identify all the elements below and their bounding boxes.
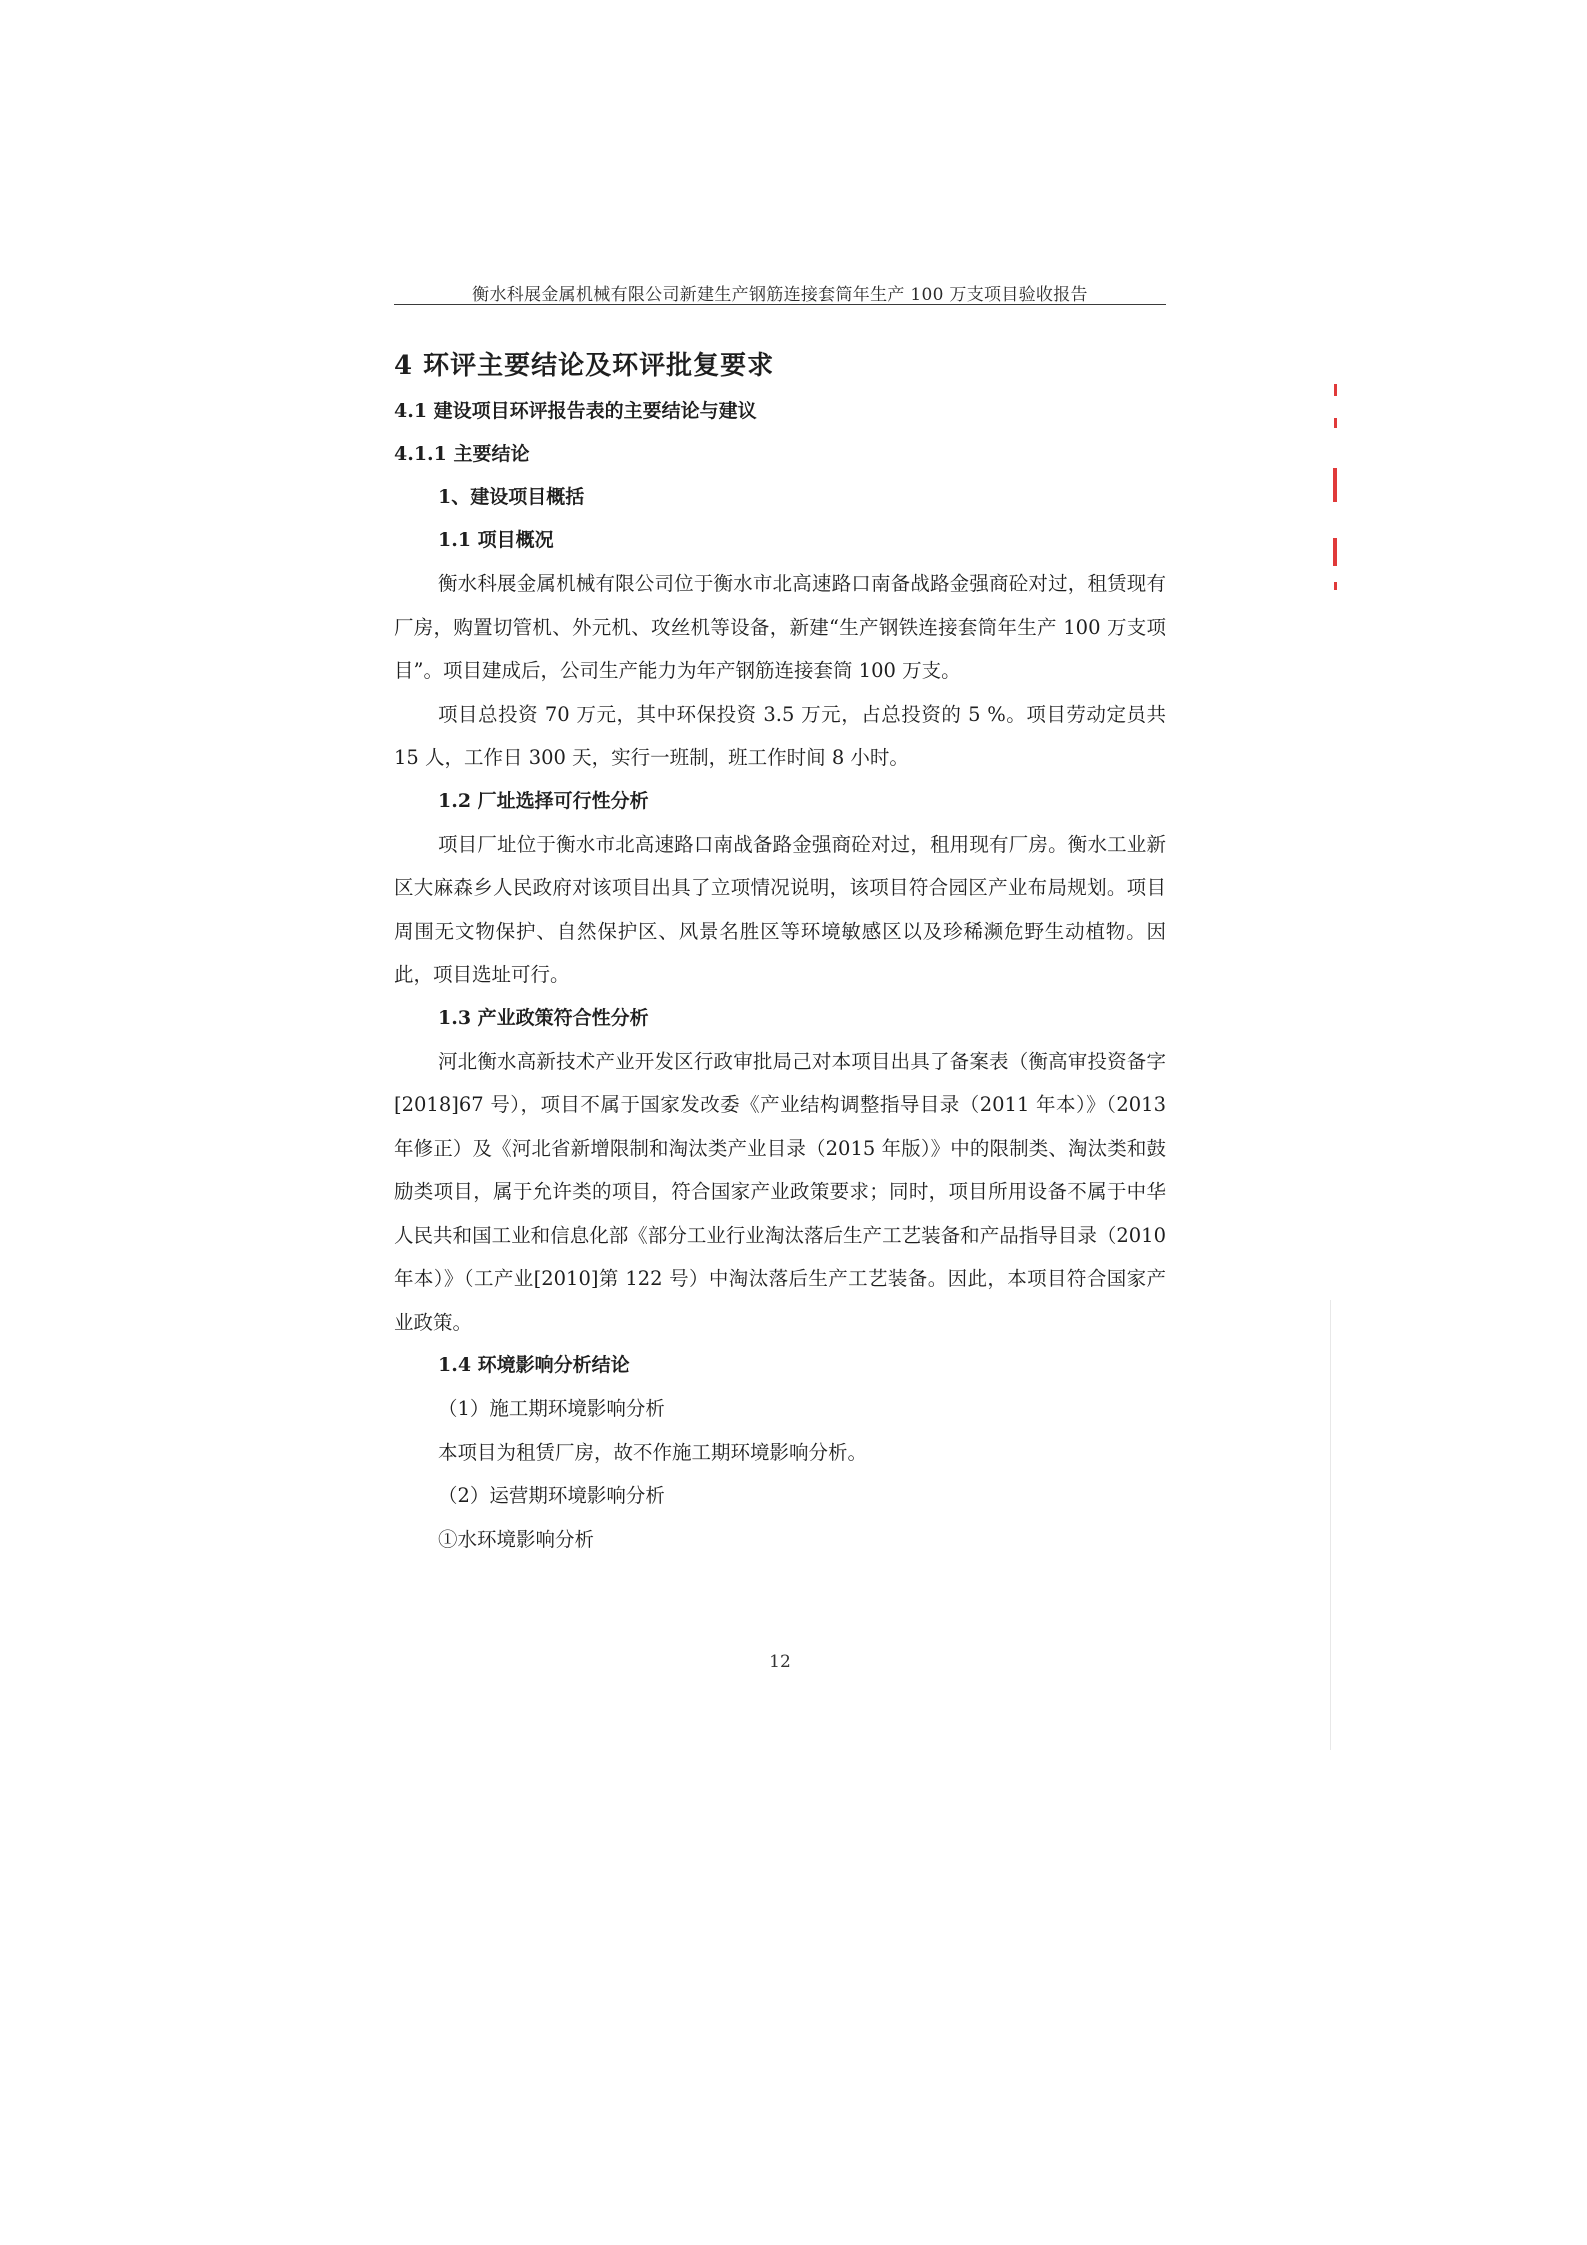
scan-mark xyxy=(1334,582,1337,590)
running-header: 衡水科展金属机械有限公司新建生产钢筋连接套筒年生产 100 万支项目验收报告 xyxy=(472,285,1088,305)
part-title: 1、建设项目概括 xyxy=(438,486,585,508)
scan-edge-line xyxy=(1330,1300,1331,1750)
subsection-title: 4.1 建设项目环评报告表的主要结论与建议 xyxy=(394,400,757,422)
scan-mark xyxy=(1334,418,1337,428)
subsubsection-title: 4.1.1 主要结论 xyxy=(394,443,530,465)
paragraph-1-1-b: 项目总投资 70 万元，其中环保投资 3.5 万元，占总投资的 5 %。项目劳动定员共 15 人，工作日 300 天，实行一班制，班工作时间 8 小时。 xyxy=(394,702,1166,769)
page-body xyxy=(394,342,1166,1561)
heading-construction-impact: （1）施工期环境影响分析 xyxy=(438,1397,665,1420)
heading-1-1: 1.1 项目概况 xyxy=(438,529,554,551)
paragraph-1-1-a: 衡水科展金属机械有限公司位于衡水市北高速路口南备战路金强商砼对过，租赁现有厂房，购置切管机、外元机、攻丝机等设备，新建“生产钢铁连接套筒年生产 100 万支项目”。项目建成后，公司生产能力为年产钢筋连接套筒 100 万支。 xyxy=(394,572,1166,682)
scan-mark xyxy=(1333,538,1337,566)
heading-1-3: 1.3 产业政策符合性分析 xyxy=(438,1006,649,1029)
heading-1-4: 1.4 环境影响分析结论 xyxy=(438,1354,630,1376)
paragraph-1-2: 项目厂址位于衡水市北高速路口南战备路金强商砼对过，租用现有厂房。衡水工业新区大麻森乡人民政府对该项目出具了立项情况说明，该项目符合园区产业布局规划。项目周围无文物保护、自然保护区、风景名胜区等环境敏感区以及珍稀濒危野生动植物。因此，项目选址可行。 xyxy=(394,832,1166,986)
scan-mark xyxy=(1334,384,1337,396)
scan-mark xyxy=(1333,468,1337,502)
heading-1-2: 1.2 厂址选择可行性分析 xyxy=(438,789,649,812)
heading-operation-impact: （2）运营期环境影响分析 xyxy=(438,1484,665,1507)
page-number: 12 xyxy=(769,1652,791,1672)
section-title: 4 环评主要结论及环评批复要求 xyxy=(394,351,775,381)
item-water-impact: ①水环境影响分析 xyxy=(438,1527,595,1551)
paragraph-construction-impact: 本项目为租赁厂房，故不作施工期环境影响分析。 xyxy=(438,1440,868,1464)
header-rule xyxy=(394,304,1166,305)
paragraph-1-3: 河北衡水高新技术产业开发区行政审批局己对本项目出具了备案表（衡高审投资备字[2018]67 号），项目不属于国家发改委《产业结构调整指导目录（2011 年本）》（2013 年修正）及《河北省新增限制和淘汰类产业目录（2015 年版）》中的限制类、淘汰类和鼓励类项目，属于允许类的项目，符合国家产业政策要求；同时，项目所用设备不属于中华人民共和国工业和信息化部《部分工业行业淘汰落后生产工艺装备和产品指导目录（2010 年本）》（工产业[2010]第 122 号）中淘汰落后生产工艺装备。因此，本项目符合国家产业政策。 xyxy=(394,1049,1166,1334)
